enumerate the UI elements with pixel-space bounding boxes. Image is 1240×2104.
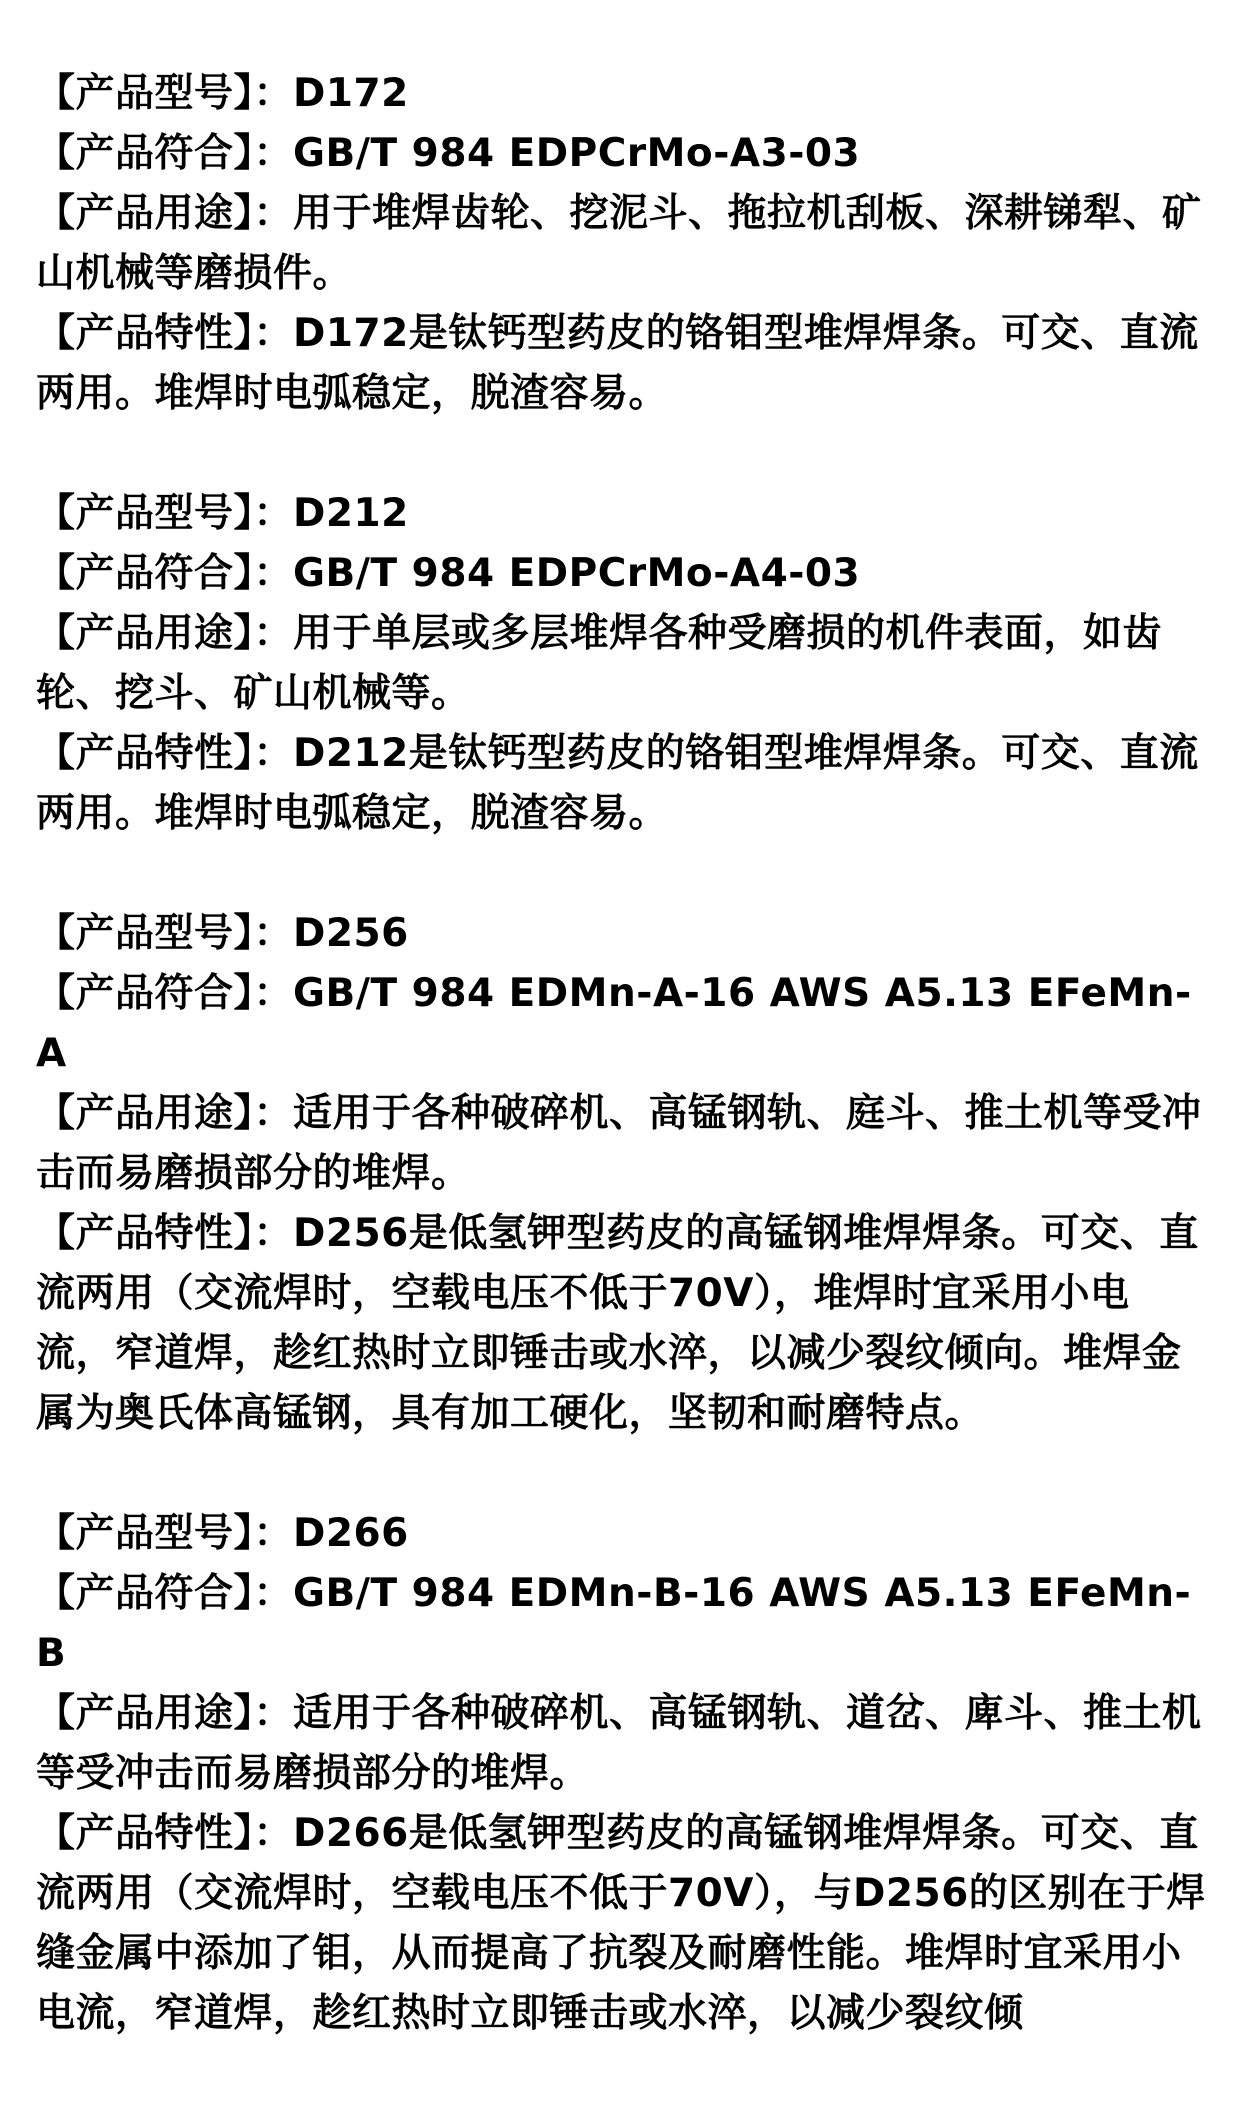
standard-value: GB/T 984 EDPCrMo-A3-03	[293, 131, 861, 176]
document-page	[36, 64, 1206, 2104]
usage-label: 【产品用途】：	[36, 1091, 294, 1136]
features-label: 【产品特性】：	[36, 731, 294, 776]
usage-label: 【产品用途】：	[36, 611, 294, 656]
usage-line	[36, 1684, 1206, 1804]
features-label: 【产品特性】：	[36, 1211, 294, 1256]
features-value: D172是钛钙型药皮的铬钼型堆焊焊条。可交、直流两用。堆焊时电弧稳定，脱渣容易。	[36, 311, 1199, 416]
model-line	[36, 484, 1206, 544]
product-entry-d266	[36, 1504, 1206, 2044]
standard-label: 【产品符合】：	[36, 1571, 294, 1616]
standard-line	[36, 964, 1206, 1084]
usage-label: 【产品用途】：	[36, 191, 294, 236]
product-entry-d256	[36, 904, 1206, 1444]
features-value: D256是低氢钾型药皮的高锰钢堆焊焊条。可交、直流两用（交流焊时，空载电压不低于70V），堆焊时宜采用小电流，窄道焊，趁红热时立即锤击或水淬，以减少裂纹倾向。堆焊金属为奥氏体高锰钢，具有加工硬化，坚韧和耐磨特点。	[36, 1211, 1199, 1436]
features-line	[36, 1204, 1206, 1444]
standard-value: GB/T 984 EDMn-A-16 AWS A5.13 EFeMn-A	[36, 971, 1192, 1076]
standard-label: 【产品符合】：	[36, 131, 294, 176]
usage-label: 【产品用途】：	[36, 1691, 294, 1736]
usage-line	[36, 184, 1206, 304]
standard-line	[36, 544, 1206, 604]
usage-value: 用于单层或多层堆焊各种受磨损的机件表面，如齿轮、挖斗、矿山机械等。	[36, 611, 1163, 716]
standard-line	[36, 1564, 1206, 1684]
features-value: D266是低氢钾型药皮的高锰钢堆焊焊条。可交、直流两用（交流焊时，空载电压不低于70V），与D256的区别在于焊缝金属中添加了钼，从而提高了抗裂及耐磨性能。堆焊时宜采用小电流，窄道焊，趁红热时立即锤击或水淬，以减少裂纹倾	[36, 1811, 1206, 2036]
model-line	[36, 1504, 1206, 1564]
model-line	[36, 904, 1206, 964]
model-value: D212	[293, 491, 409, 536]
usage-value: 用于堆焊齿轮、挖泥斗、拖拉机刮板、深耕锑犁、矿山机械等磨损件。	[36, 191, 1202, 296]
usage-line	[36, 1084, 1206, 1204]
features-value: D212是钛钙型药皮的铬钼型堆焊焊条。可交、直流两用。堆焊时电弧稳定，脱渣容易。	[36, 731, 1199, 836]
usage-value: 适用于各种破碎机、高锰钢轨、庭斗、推土机等受冲击而易磨损部分的堆焊。	[36, 1091, 1202, 1196]
features-line	[36, 304, 1206, 424]
features-label: 【产品特性】：	[36, 1811, 294, 1856]
usage-line	[36, 604, 1206, 724]
usage-value: 适用于各种破碎机、高锰钢轨、道岔、庳斗、推土机等受冲击而易磨损部分的堆焊。	[36, 1691, 1202, 1796]
standard-label: 【产品符合】：	[36, 971, 294, 1016]
features-label: 【产品特性】：	[36, 311, 294, 356]
model-label: 【产品型号】：	[36, 71, 294, 116]
standard-value: GB/T 984 EDMn-B-16 AWS A5.13 EFeMn-B	[36, 1571, 1192, 1676]
features-line	[36, 724, 1206, 844]
model-value: D256	[293, 911, 409, 956]
standard-label: 【产品符合】：	[36, 551, 294, 596]
model-label: 【产品型号】：	[36, 491, 294, 536]
model-value: D266	[293, 1511, 409, 1556]
model-line	[36, 64, 1206, 124]
model-label: 【产品型号】：	[36, 1511, 294, 1556]
model-value: D172	[293, 71, 409, 116]
features-line	[36, 1804, 1206, 2044]
standard-value: GB/T 984 EDPCrMo-A4-03	[293, 551, 861, 596]
product-entry-d172	[36, 64, 1206, 424]
model-label: 【产品型号】：	[36, 911, 294, 956]
product-entry-d212	[36, 484, 1206, 844]
standard-line	[36, 124, 1206, 184]
